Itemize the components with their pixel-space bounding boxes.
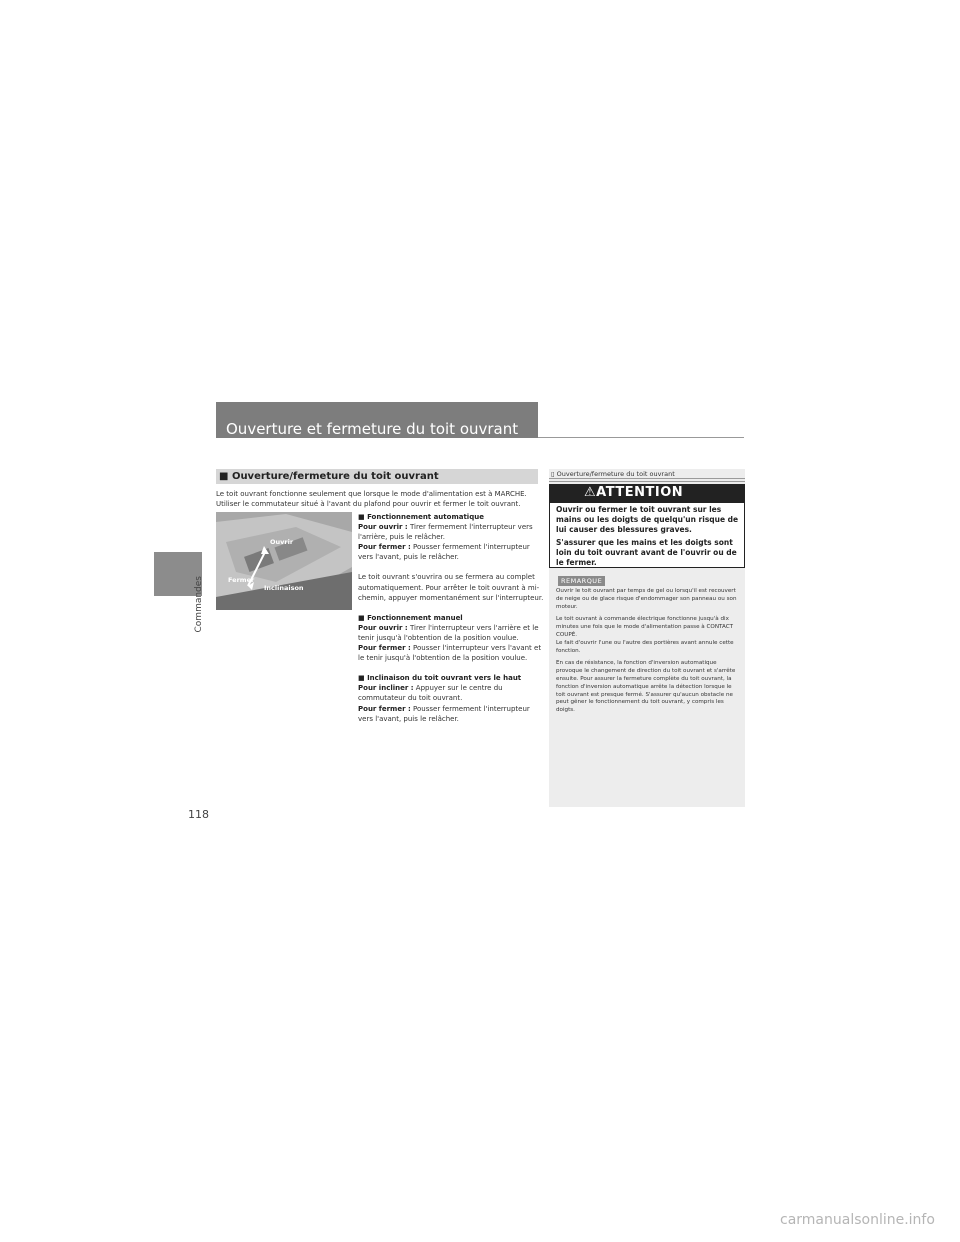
overhead-console-photo <box>216 512 352 610</box>
section-title-text: Ouverture/fermeture du toit ouvrant <box>231 471 439 482</box>
manual-close <box>358 643 546 663</box>
auto-note: Le toit ouvrant s'ouvrira ou se fermera au complet automatiquement. Pour arrêter le toit ouvrant à mi-chemin, appuyer momentanément sur l'interrupteur. <box>358 573 544 602</box>
manual-close-text: Pousser l'interrupteur vers l'avant et le tenir jusqu'à l'obtention de la position voulue. <box>358 644 542 663</box>
tilt-up-label: Pour incliner : <box>358 684 414 693</box>
attention-line-2: S'assurer que les mains et les doigts sont loin du toit ouvrant avant de l'ouvrir ou de le fermer. <box>556 538 737 567</box>
sidebar-rule-2 <box>549 481 745 482</box>
tilt-heading: ■ Inclinaison du toit ouvrant vers le haut <box>358 674 522 683</box>
auto-open-text: Tirer fermement l'interrupteur vers l'arrière, puis le relâcher. <box>358 523 533 542</box>
auto-close <box>358 542 546 562</box>
manual-close-label: Pour fermer : <box>358 644 411 653</box>
manual-open-label: Pour ouvrir : <box>358 623 408 632</box>
tilt-close-label: Pour fermer : <box>358 704 411 713</box>
intro-text <box>216 490 546 509</box>
sidebar-ref: ▯ Ouverture/fermeture du toit ouvrant <box>551 470 675 478</box>
tilt-close-text: Pousser fermement l'interrupteur vers l'avant, puis le relâcher. <box>358 704 530 723</box>
label-tilt: Inclinaison <box>264 584 304 592</box>
sidebar-rule <box>549 478 745 479</box>
chapter-label: Commandes <box>194 576 204 633</box>
auto-heading: ■ Fonctionnement automatique <box>358 513 484 521</box>
sidebar-ref-text: Ouverture/fermeture du toit ouvrant <box>556 470 675 478</box>
manual-open-text: Tirer l'interrupteur vers l'arrière et le tenir jusqu'à l'obtention de la position voulue. <box>358 623 539 642</box>
auto-heading-text: Fonctionnement automatique <box>367 513 484 521</box>
remarque-badge: REMARQUE <box>558 576 605 586</box>
manual-heading: ■ Fonctionnement manuel <box>358 613 463 622</box>
auto-close-text: Pousser fermement l'interrupteur vers l'avant, puis le relâcher. <box>358 543 530 562</box>
attention-title-text: ATTENTION <box>596 485 684 500</box>
attention-title <box>584 485 683 500</box>
label-close: Fermer <box>228 576 255 584</box>
watermark: carmanualsonline.info <box>780 1212 935 1228</box>
tilt-up-text: Appuyer sur le centre du commutateur du toit ouvrant. <box>358 684 503 703</box>
tilt-up <box>358 683 546 703</box>
note-3: Le fait d'ouvrir l'une ou l'autre des portières avant annule cette fonction. <box>556 639 734 654</box>
attention-line-1: Ouvrir ou fermer le toit ouvrant sur les mains ou les doigts de quelqu'un risque de lui causer des blessures graves. <box>556 505 739 534</box>
instructions <box>358 512 546 724</box>
section-title: ■ Ouverture/fermeture du toit ouvrant <box>219 471 439 482</box>
note-1: Ouvrir le toit ouvrant par temps de gel ou lorsqu'il est recouvert de neige ou de glace risque d'endommager son panneau ou son moteur. <box>556 588 737 610</box>
page-title: Ouverture et fermeture du toit ouvrant <box>226 420 519 438</box>
tilt-heading-text: Inclinaison du toit ouvrant vers le haut <box>367 674 522 683</box>
auto-close-label: Pour fermer : <box>358 543 411 552</box>
warning-icon: ⚠ <box>584 485 597 500</box>
console-drawing <box>216 512 352 610</box>
remarque-notes <box>556 588 740 720</box>
auto-open-label: Pour ouvrir : <box>358 523 408 532</box>
intro-line-2: Utiliser le commutateur situé à l'avant du plafond pour ouvrir et fermer le toit ouvrant. <box>216 499 521 508</box>
manual-open <box>358 623 546 643</box>
label-open: Ouvrir <box>270 538 294 546</box>
page-number: 118 <box>188 808 209 821</box>
note-4: En cas de résistance, la fonction d'inversion automatique provoque le changement de direction du toit ouvrant et s'arrête ensuite. Pour assurer la fermeture complète du toit ouvrant, la fonction d'inversion automatique arrête la détection lorsque le toit ouvrant est presque fermé. S'assurer qu'aucun obstacle ne peut gêner le fonctionnement du toit ouvrant, y compris les doigts. <box>556 660 736 714</box>
attention-text <box>556 505 740 571</box>
tilt-close <box>358 704 546 724</box>
auto-open <box>358 522 546 542</box>
note-2: Le toit ouvrant à commande électrique fonctionne jusqu'à dix minutes une fois que le mode d'alimentation passe à CONTACT COUPÉ. <box>556 616 734 638</box>
intro-line-1: Le toit ouvrant fonctionne seulement que lorsque le mode d'alimentation est à MARCHE. <box>216 490 527 498</box>
title-divider <box>538 437 744 438</box>
manual-heading-text: Fonctionnement manuel <box>367 613 463 622</box>
